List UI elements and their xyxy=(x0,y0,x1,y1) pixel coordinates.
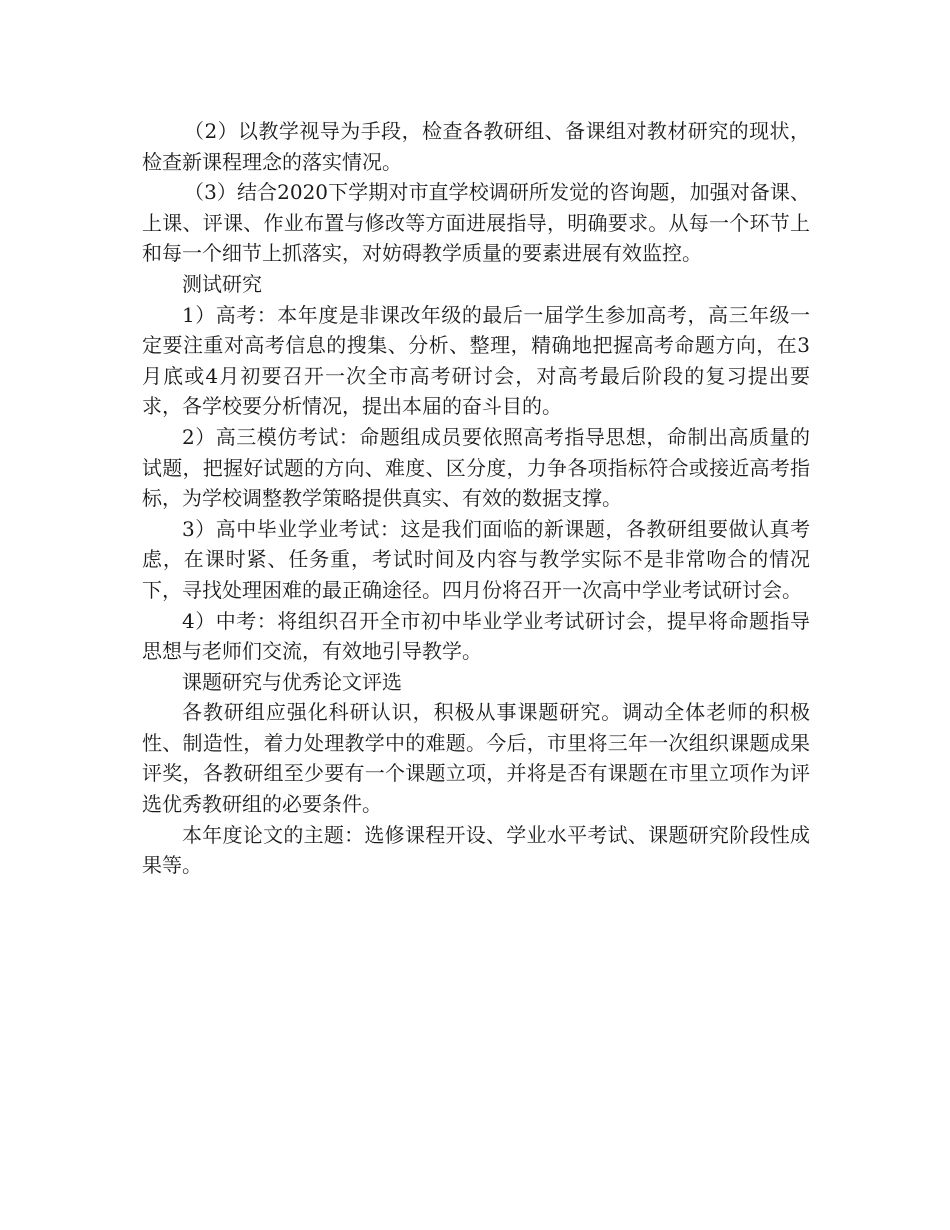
section-heading-research-papers: 课题研究与优秀论文评选 xyxy=(182,669,402,694)
paragraph-research-projects: 各教研组应强化科研认识，积极从事课题研究。调动全体老师的积极性、制造性，着力处理教学中的难题。今后，市里将三年一次组织课题成果评奖，各教研组至少要有一个课题立项，并将是否有课题在市里立项作为评选优秀教研组的必要条件。 xyxy=(142,700,810,817)
paragraph-graduation-exam: 3）高中毕业学业考试：这是我们面临的新课题，各教研组要做认真考虑，在课时紧、任务重，考试时间及内容与教学实际不是非常吻合的情况下，寻找处理困难的最正确途径。四月份将召开一次高中学业考试研讨会。 xyxy=(142,516,810,602)
paragraph-paper-topics: 本年度论文的主题：选修课程开设、学业水平考试、课题研究阶段性成果等。 xyxy=(142,822,810,878)
paragraph-teaching-inspection: （2）以教学视导为手段，检查各教研组、备课组对教材研究的现状，检查新课程理念的落实情况。 xyxy=(142,119,810,174)
paragraph-mock-exam: 2）高三模仿考试：命题组成员要依照高考指导思想，命制出高质量的试题，把握好试题的方向、难度、区分度，力争各项指标符合或接近高考指标，为学校调整教学策略提供真实、有效的数据支撑。 xyxy=(142,424,810,511)
paragraph-zhongkao: 4）中考：将组织召开全市初中毕业学业考试研讨会，提早将命题指导思想与老师们交流，有效地引导教学。 xyxy=(142,608,810,664)
paragraph-research-problems: （3）结合2020下学期对市直学校调研所发觉的咨询题，加强对备课、上课、评课、作业布置与修改等方面进展指导，明确要求。从每一个环节上和每一个细节上抓落实，对妨碍教学质量的要素进展有效监控。 xyxy=(142,180,810,266)
section-heading-exam-research: 测试研究 xyxy=(182,271,262,296)
paragraph-gaokao: 1）高考：本年度是非课改年级的最后一届学生参加高考，高三年级一定要注重对高考信息的搜集、分析、整理，精确地把握高考命题方向，在3月底或4月初要召开一次全市高考研讨会，对高考最后阶段的复习提出要求，各学校要分析情况，提出本届的奋斗目的。 xyxy=(142,302,810,419)
document-body xyxy=(142,116,810,881)
